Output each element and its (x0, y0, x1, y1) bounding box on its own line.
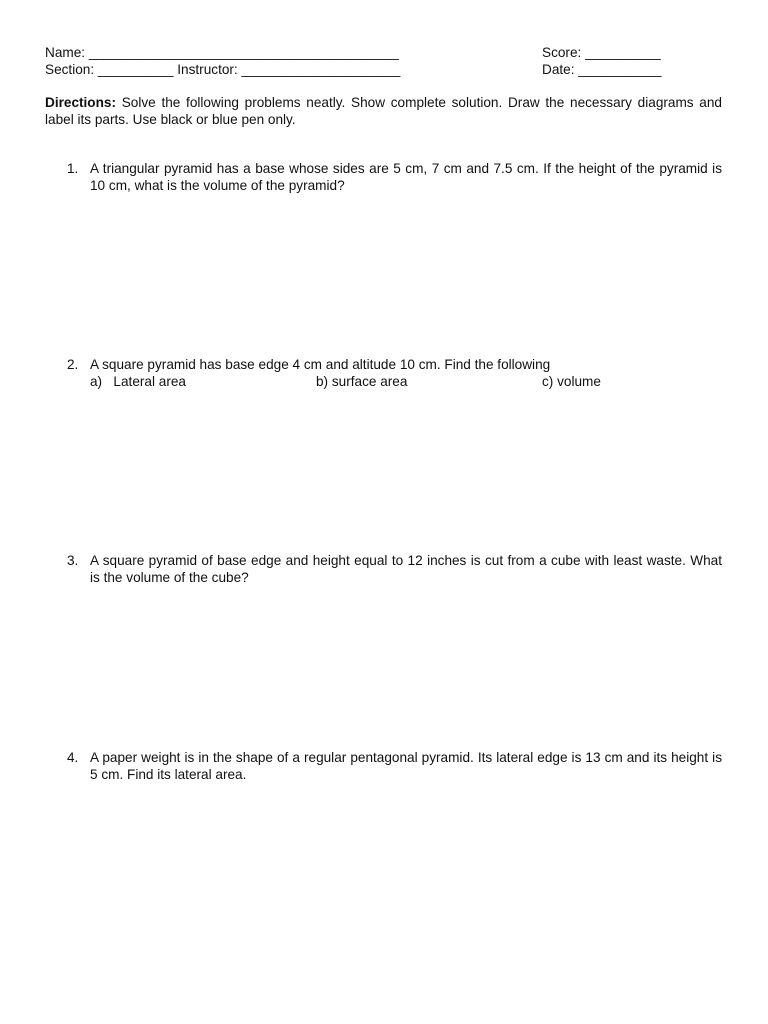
problem-number: 4. (67, 750, 79, 765)
name-field-line: Name: _________________________________________ (45, 45, 399, 60)
problem-item (67, 160, 722, 194)
problem-item (67, 356, 722, 390)
problem-text: A square pyramid of base edge and height equal to 12 inches is cut from a cube with least waste. What is the volume of the cube? (90, 553, 722, 585)
problem-text: A paper weight is in the shape of a regular pentagonal pyramid. Its lateral edge is 13 cm and its height is 5 cm. Find its lateral area. (90, 750, 722, 782)
problem-item (67, 749, 722, 783)
date-field-line: Date: ___________ (542, 62, 662, 77)
directions-text: Solve the following problems neatly. Show complete solution. Draw the necessary diagrams and label its parts. Use black or blue pen only. (45, 95, 722, 127)
problem-text: A triangular pyramid has a base whose sides are 5 cm, 7 cm and 7.5 cm. If the height of the pyramid is 10 cm, what is the volume of the pyramid? (90, 161, 722, 193)
subpart-volume: c) volume (542, 374, 601, 389)
problem-number: 2. (67, 357, 79, 372)
score-field-line: Score: __________ (542, 45, 661, 60)
subpart-surface-area: b) surface area (316, 374, 408, 389)
directions-paragraph (45, 94, 722, 128)
problem-number: 3. (67, 553, 79, 568)
problem-subparts (90, 373, 722, 390)
problem-number: 1. (67, 161, 79, 176)
section-instructor-line: Section: __________ Instructor: _____________________ (45, 62, 401, 77)
problem-item (67, 552, 722, 586)
subpart-lateral-area: a) Lateral area (90, 374, 186, 389)
directions-label: Directions: (45, 95, 117, 110)
problem-text: A square pyramid has base edge 4 cm and altitude 10 cm. Find the following (90, 357, 551, 372)
